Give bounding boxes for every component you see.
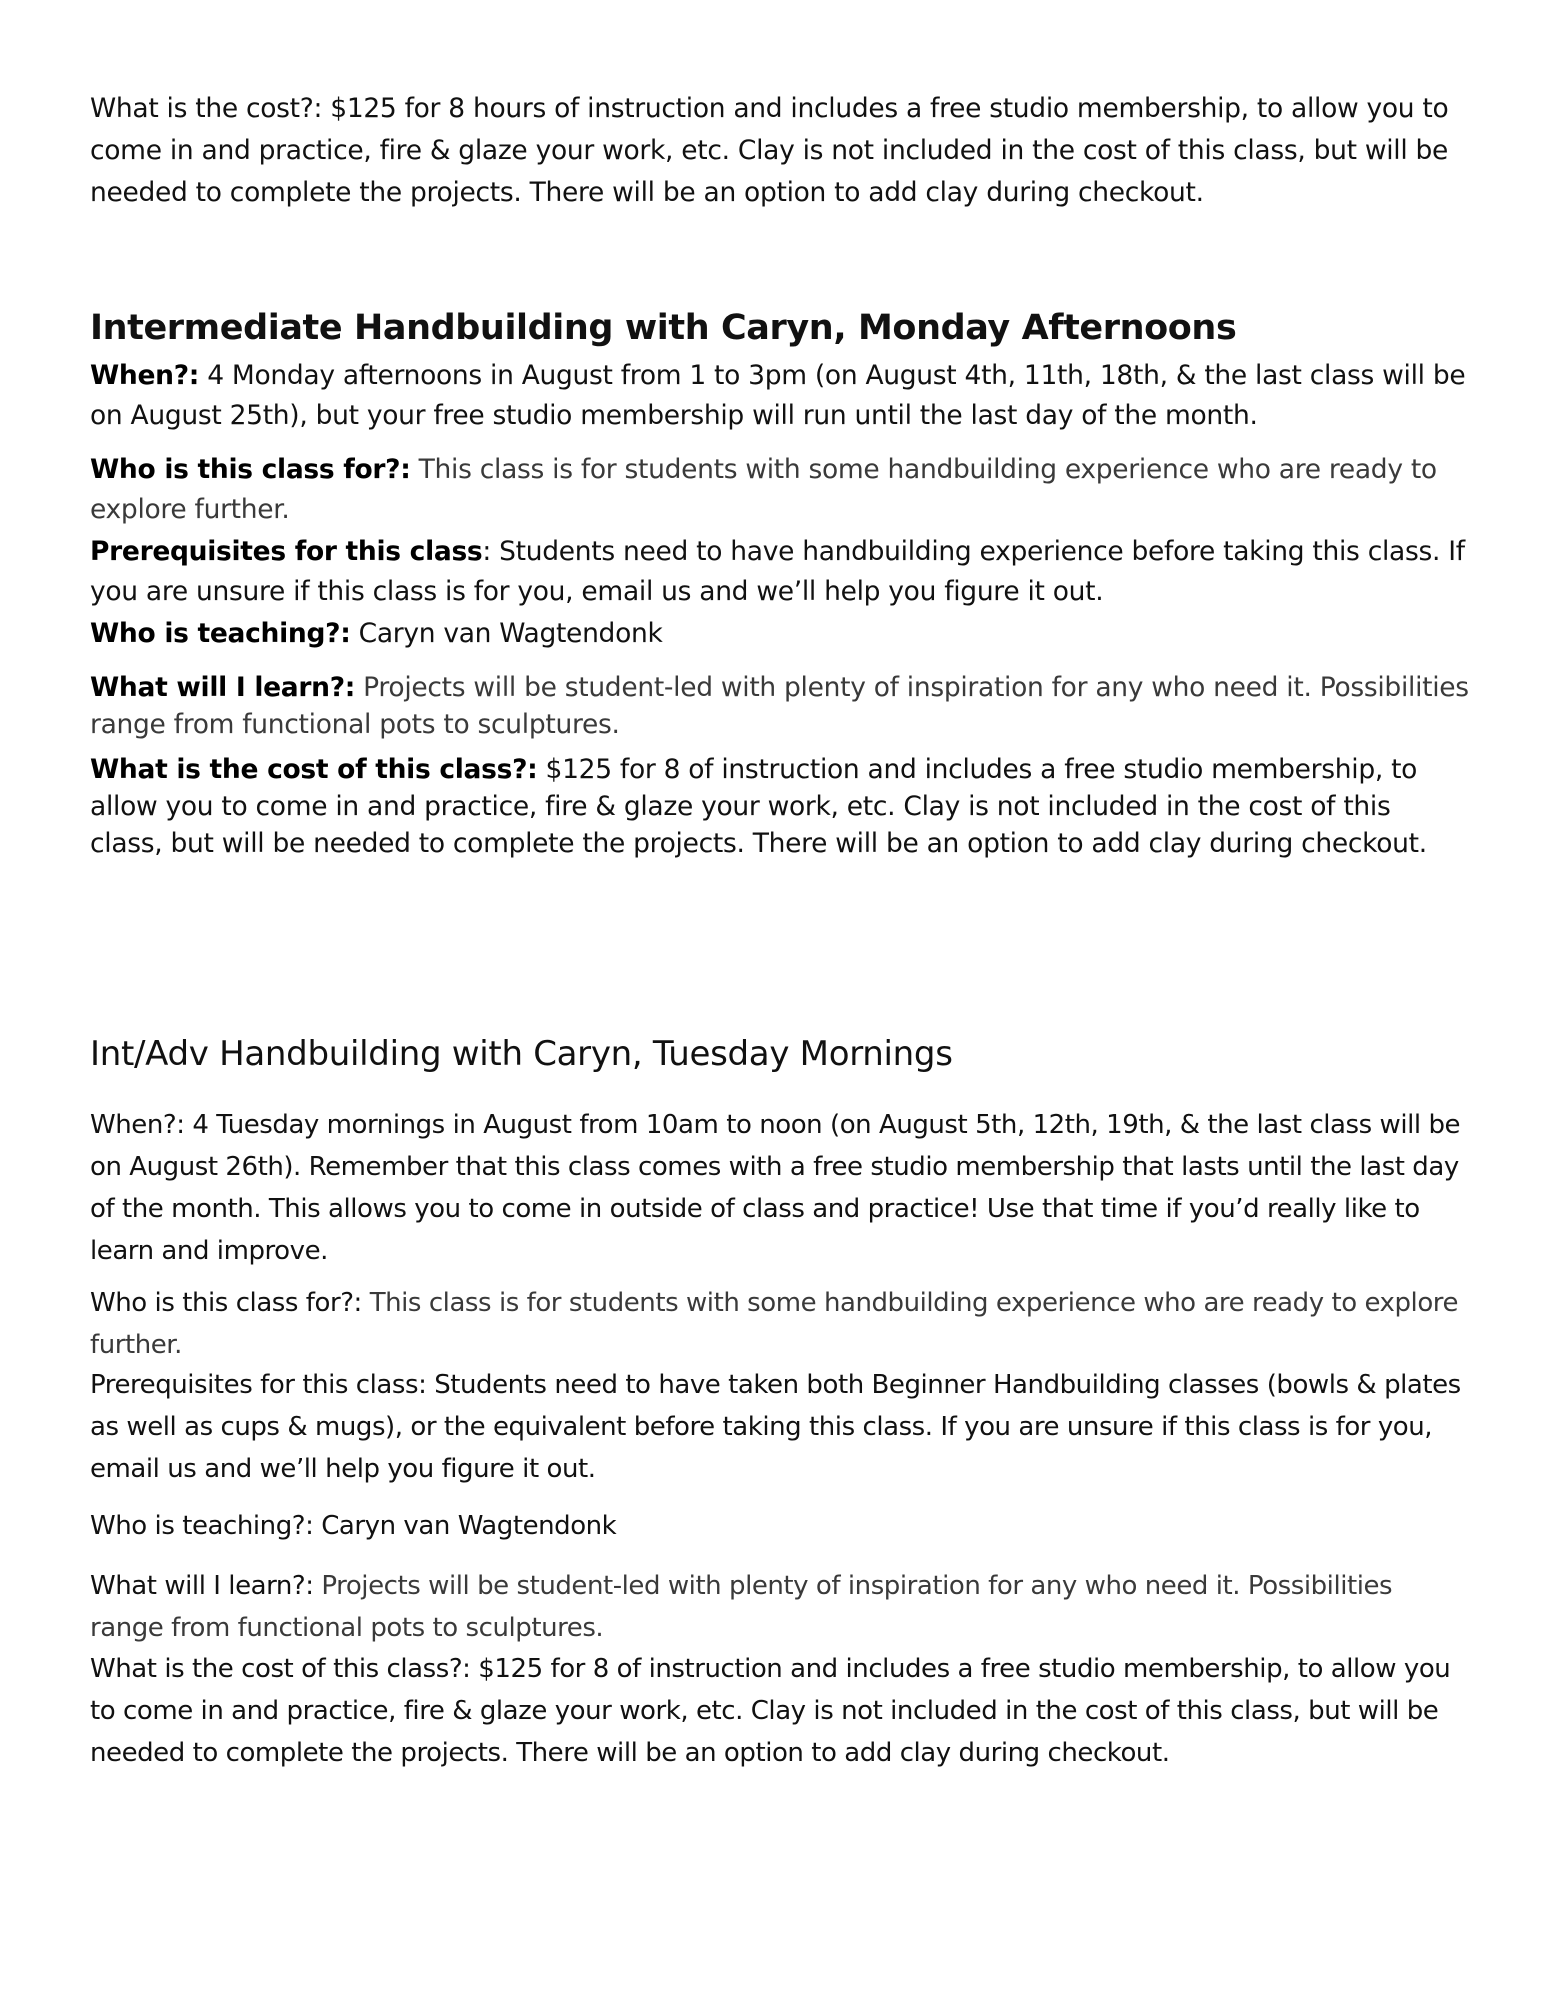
intro-cost-paragraph: What is the cost?: $125 for 8 hours of instruction and includes a free studio membership, to allow you to come in and practice, fire & glaze your work, etc. Clay is not included in the cost of this class, but will be needed to complete the projects. There will be an option to add clay during checkout. <box>90 93 1449 208</box>
tuesday-cost-paragraph: What is the cost of this class?: $125 for 8 of instruction and includes a free studio membership, to allow you to come in and practice, fire & glaze your work, etc. Clay is not included in the cost of this class, but will be needed to complete the projects. There will be an option to add clay during checkout. <box>90 1654 1451 1768</box>
monday-prereq-label: Prerequisites for this class <box>90 536 483 567</box>
monday-prereq-paragraph <box>90 532 1470 612</box>
monday-cost-label: What is the cost of this class?: <box>90 754 538 785</box>
tuesday-learn-paragraph <box>90 1565 1470 1649</box>
monday-who-for-label: Who is this class for?: <box>90 454 411 485</box>
monday-learn-paragraph <box>90 669 1470 743</box>
monday-when-paragraph <box>90 356 1470 436</box>
monday-learn-text: Projects will be student-led with plenty of inspiration for any who need it. Possibilities range from functional pots to sculptures. <box>90 672 1469 740</box>
tuesday-learn-label: What will I learn?: <box>90 1571 314 1601</box>
monday-teacher-paragraph <box>90 614 1470 654</box>
tuesday-learn-text: Projects will be student-led with plenty of inspiration for any who need it. Possibilities range from functional pots to sculptures. <box>90 1571 1393 1643</box>
monday-class-title: Intermediate Handbuilding with Caryn, Monday Afternoons <box>90 308 1237 348</box>
tuesday-who-for-text: This class is for students with some handbuilding experience who are ready to explore further. <box>90 1288 1458 1360</box>
tuesday-class-title: Int/Adv Handbuilding with Caryn, Tuesday Mornings <box>90 1034 953 1074</box>
monday-prereq-text: : Students need to have handbuilding experience before taking this class. If you are unsure if this class is for you, email us and we’ll help you figure it out. <box>90 536 1465 607</box>
tuesday-prereq-paragraph: Prerequisites for this class: Students need to have taken both Beginner Handbuilding classes (bowls & plates as well as cups & mugs), or the equivalent before taking this class. If you are unsure if this class is for you, email us and we’ll help you figure it out. <box>90 1370 1461 1484</box>
tuesday-who-for-paragraph <box>90 1282 1470 1366</box>
monday-teacher-text: Caryn van Wagtendonk <box>350 618 663 649</box>
monday-when-label: When?: <box>90 360 200 391</box>
monday-cost-paragraph <box>90 751 1470 862</box>
monday-teacher-label: Who is teaching?: <box>90 618 351 649</box>
tuesday-teacher-paragraph: Who is teaching?: Caryn van Wagtendonk <box>90 1511 617 1541</box>
tuesday-when-paragraph: When?: 4 Tuesday mornings in August from 10am to noon (on August 5th, 12th, 19th, & the last class will be on August 26th). Remember that this class comes with a free studio membership that lasts until the last day of the month. This allows you to come in outside of class and practice! Use that time if you’d really like to learn and improve. <box>90 1110 1461 1266</box>
monday-cost-text: $125 for 8 of instruction and includes a free studio membership, to allow you to come in and practice, fire & glaze your work, etc. Clay is not included in the cost of this class, but will be needed to complete the projects. There will be an option to add clay during checkout. <box>90 754 1427 859</box>
monday-who-for-text: This class is for students with some handbuilding experience who are ready to explore further. <box>90 454 1437 525</box>
tuesday-who-for-label: Who is this class for?: <box>90 1288 362 1318</box>
monday-who-for-paragraph <box>90 450 1470 530</box>
monday-when-text: 4 Monday afternoons in August from 1 to 3pm (on August 4th, 11th, 18th, & the last class will be on August 25th), but your free studio membership will run until the last day of the month. <box>90 360 1466 431</box>
monday-learn-label: What will I learn?: <box>90 672 356 703</box>
